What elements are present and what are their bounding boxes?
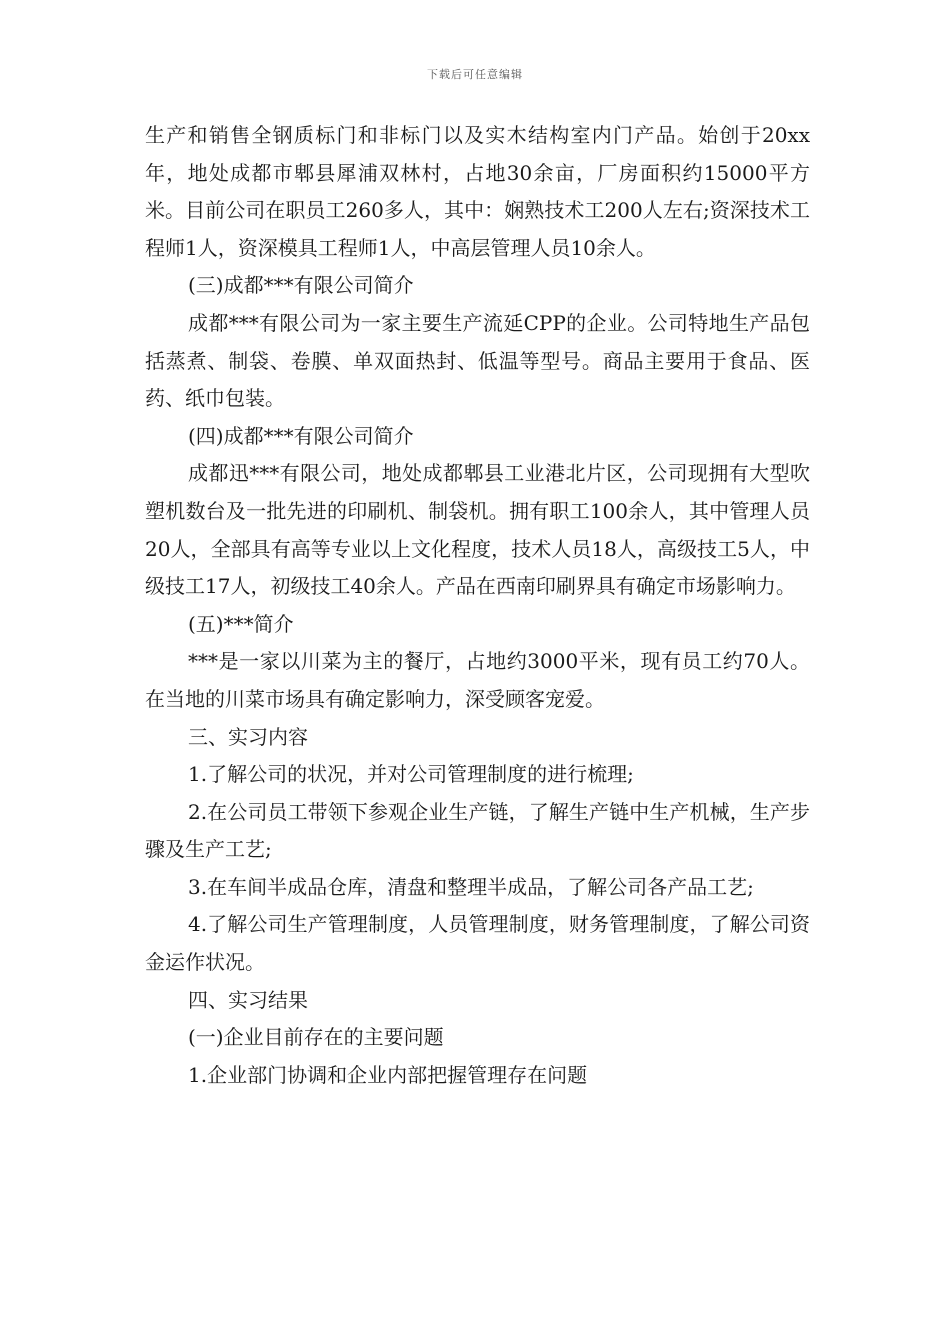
section-heading: (四)成都***有限公司简介 (188, 423, 414, 448)
section-heading: (五)***简介 (188, 611, 294, 636)
page-header: 下载后可任意编辑 (427, 68, 523, 81)
list-item: 2.在公司员工带领下参观企业生产链，了解生产链中生产机械，生产步骤及生产工艺; (145, 799, 810, 862)
list-item: 3.在车间半成品仓库，清盘和整理半成品，了解公司各产品工艺; (188, 874, 754, 899)
list-item: 1.了解公司的状况，并对公司管理制度的进行梳理; (188, 762, 634, 787)
section-heading: 四、实习结果 (188, 987, 308, 1012)
paragraph: 生产和销售全钢质标门和非标门以及实木结构室内门产品。始创于20xx年，地处成都市郫县犀浦双林村，占地30余亩，厂房面积约15000平方米。目前公司在职员工260多人，其中：娴熟技术工200人左右;资深技术工程师1人，资深模具工程师1人，中高层管理人员10余人。 (145, 123, 810, 260)
document-body (145, 117, 810, 1094)
list-item: 1.企业部门协调和企业内部把握管理存在问题 (188, 1062, 588, 1087)
paragraph: 成都***有限公司为一家主要生产流延CPP的企业。公司特地生产品包括蒸煮、制袋、卷膜、单双面热封、低温等型号。商品主要用于食品、医药、纸巾包装。 (145, 310, 810, 411)
section-heading: (三)成都***有限公司简介 (188, 273, 414, 298)
paragraph: ***是一家以川菜为主的餐厅，占地约3000平米，现有员工约70人。在当地的川菜市场具有确定影响力，深受顾客宠爱。 (145, 649, 810, 711)
section-heading: 三、实习内容 (188, 724, 308, 749)
list-item: 4.了解公司生产管理制度，人员管理制度，财务管理制度，了解公司资金运作状况。 (145, 912, 810, 975)
section-heading: (一)企业目前存在的主要问题 (188, 1025, 444, 1050)
paragraph: 成都迅***有限公司，地处成都郫县工业港北片区，公司现拥有大型吹塑机数台及一批先进的印刷机、制袋机。拥有职工100余人，其中管理人员20人，全部具有高等专业以上文化程度，技术人员18人，高级技工5人，中级技工17人，初级技工40余人。产品在西南印刷界具有确定市场影响力。 (145, 461, 810, 599)
